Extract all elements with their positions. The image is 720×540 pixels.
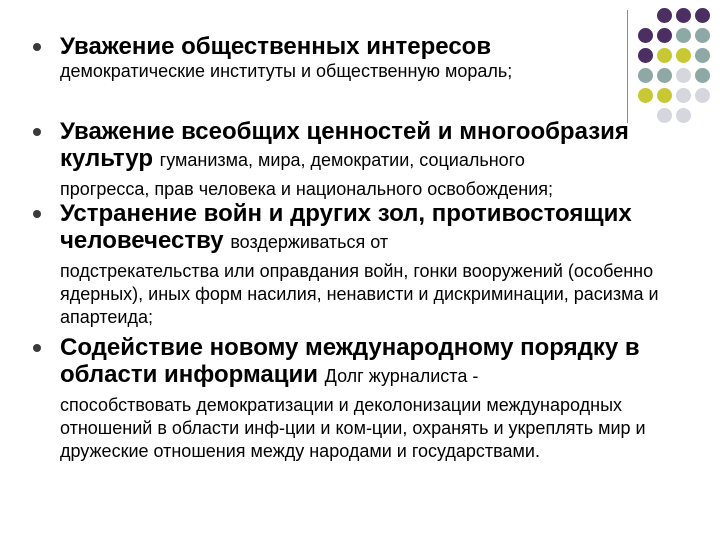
dot bbox=[657, 88, 672, 103]
item-text bbox=[60, 334, 700, 463]
dot bbox=[676, 88, 691, 103]
dot bbox=[657, 8, 672, 23]
item-text bbox=[60, 33, 700, 83]
item-inline-description: воздерживаться от bbox=[230, 232, 389, 252]
item-title: Уважение всеобщих ценностей и многообразия культур bbox=[60, 118, 629, 172]
item-heading bbox=[60, 334, 700, 390]
bullet-icon bbox=[33, 210, 41, 218]
item-heading bbox=[60, 33, 700, 60]
dot bbox=[638, 88, 653, 103]
bullet-icon bbox=[33, 43, 41, 51]
item-heading bbox=[60, 118, 700, 174]
bullet-icon bbox=[33, 344, 41, 352]
bullet-icon bbox=[33, 128, 41, 136]
item-title: Содействие новому международному порядку в области информации bbox=[60, 334, 640, 388]
item-description: прогресса, прав человека и национального освобождения; bbox=[60, 179, 554, 199]
item-inline-description: Долг журналиста - bbox=[324, 366, 479, 386]
item-description: способствовать демократизации и деколонизации международных отношений в области инф-ции и ком-ции, охранять и укреплять мир и дружеские отношения между народами и государствами. bbox=[60, 395, 646, 461]
item-inline-description: гуманизма, мира, демократии, социального bbox=[159, 150, 525, 170]
dot bbox=[676, 8, 691, 23]
dot bbox=[638, 8, 653, 23]
item-title: Устранение войн и других зол, противостоящих человечеству bbox=[60, 200, 632, 254]
item-description: подстрекательства или оправдания войн, гонки вооружений (особенно ядерных), иных форм насилия, ненависти и дискриминации, расизма и апартеида; bbox=[60, 261, 659, 327]
item-text bbox=[60, 118, 700, 201]
dot bbox=[695, 8, 710, 23]
item-text bbox=[60, 200, 700, 329]
item-description: демократические институты и общественную мораль; bbox=[60, 61, 513, 81]
item-heading bbox=[60, 200, 700, 256]
item-title: Уважение общественных интересов bbox=[60, 33, 492, 60]
dot bbox=[695, 88, 710, 103]
